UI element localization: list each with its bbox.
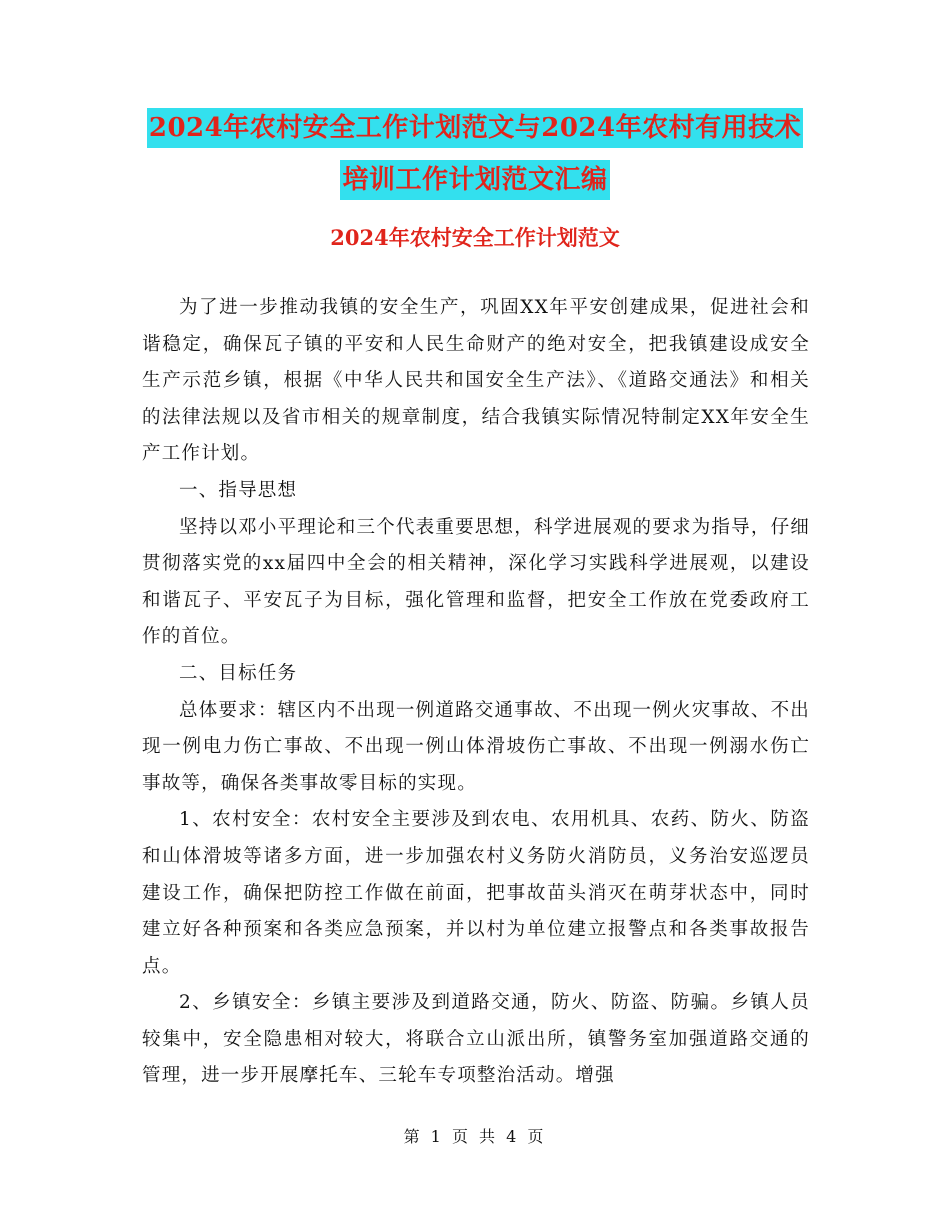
page-footer: 第 1 页 共 4 页 (403, 1127, 547, 1146)
document-body (142, 290, 810, 1095)
document-title-line-1: 2024年农村安全工作计划范文与2024年农村有用技术 (147, 108, 803, 148)
section-title: 2024年农村安全工作计划范文 (330, 225, 620, 250)
heading-guiding-thought: 一、指导思想 (179, 479, 298, 501)
paragraph-intro: 为了进一步推动我镇的安全生产，巩固XX年平安创建成果，促进社会和谐稳定，确保瓦子镇的平安和人民生命财产的绝对安全，把我镇建设成安全生产示范乡镇，根据《中华人民共和国安全生产法》、《道路交通法》和相关的法律法规以及省市相关的规章制度，结合我镇实际情况特制定XX年安全生产工作计划。 (142, 297, 810, 465)
paragraph-overall-requirement: 总体要求：辖区内不出现一例道路交通事故、不出现一例火灾事故、不出现一例电力伤亡事故、不出现一例山体滑坡伤亡事故、不出现一例溺水伤亡事故等，确保各类事故零目标的实现。 (142, 699, 810, 794)
paragraph-rural-safety: 1、农村安全：农村安全主要涉及到农电、农用机具、农药、防火、防盗和山体滑坡等诸多方面，进一步加强农村义务防火消防员，义务治安巡逻员建设工作，确保把防控工作做在前面，把事故苗头消灭在萌芽状态中，同时建立好各种预案和各类应急预案，并以村为单位建立报警点和各类事故报告点。 (142, 809, 810, 977)
document-title-line-2: 培训工作计划范文汇编 (340, 160, 609, 200)
paragraph-town-safety: 2、乡镇安全：乡镇主要涉及到道路交通，防火、防盗、防骗。乡镇人员较集中，安全隐患相对较大，将联合立山派出所，镇警务室加强道路交通的管理，进一步开展摩托车、三轮车专项整治活动。增强 (142, 992, 810, 1087)
document-title (0, 108, 950, 212)
heading-target-tasks: 二、目标任务 (179, 662, 298, 684)
paragraph-guiding-thought: 坚持以邓小平理论和三个代表重要思想，科学进展观的要求为指导，仔细贯彻落实党的xx届四中全会的相关精神，深化学习实践科学进展观，以建设和谐瓦子、平安瓦子为目标，强化管理和监督，把安全工作放在党委政府工作的首位。 (142, 516, 810, 648)
